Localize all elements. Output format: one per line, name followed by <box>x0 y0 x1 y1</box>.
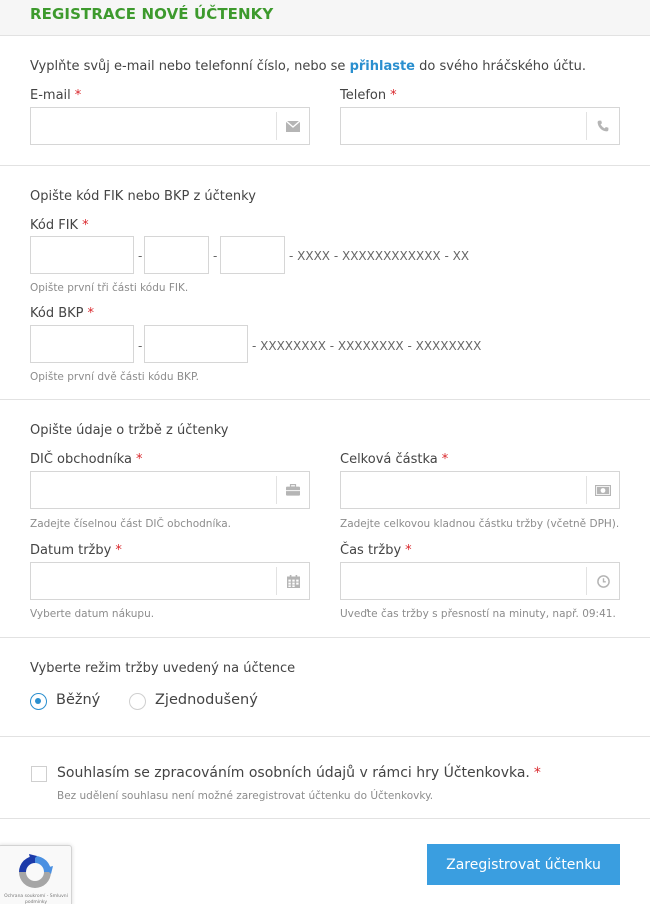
recaptcha-badge[interactable] <box>0 845 72 904</box>
consent-label[interactable] <box>57 765 541 781</box>
date-label <box>30 543 122 558</box>
fik-separator: - <box>213 249 218 263</box>
consent-hint: Bez udělení souhlasu není možné zaregistrovat účtenku do Účtenkovky. <box>57 790 434 802</box>
fik-label-text: Kód FIK <box>30 218 79 233</box>
clock-icon <box>597 575 610 588</box>
required-mark: * <box>533 765 541 781</box>
mode-radio-simplified[interactable] <box>129 693 146 710</box>
date-hint: Vyberte datum nákupu. <box>30 608 155 620</box>
mode-intro: Vyberte režim tržby uvedený na účtence <box>30 661 296 676</box>
fik-separator: - <box>138 249 143 263</box>
amount-addon <box>586 476 619 504</box>
contact-intro-text: Vyplňte svůj e-mail nebo telefonní číslo, nebo se <box>30 59 350 74</box>
consent-checkbox[interactable] <box>31 766 47 782</box>
page-title: REGISTRACE NOVÉ ÚČTENKY <box>30 5 274 23</box>
phone-label <box>340 88 397 103</box>
dic-hint: Zadejte číselnou část DIČ obchodníka. <box>30 518 232 530</box>
mode-radio-simplified-label[interactable]: Zjednodušený <box>155 692 258 708</box>
phone-label-text: Telefon <box>340 88 387 103</box>
email-label <box>30 88 81 103</box>
dic-field[interactable] <box>30 471 310 509</box>
section-divider <box>0 399 650 400</box>
bkp-hint: Opište první dvě části kódu BKP. <box>30 371 199 383</box>
section-divider <box>0 165 650 166</box>
banknote-icon <box>595 485 611 496</box>
code-intro: Opište kód FIK nebo BKP z účtenky <box>30 189 256 204</box>
bkp-separator: - <box>138 339 143 353</box>
fik-hint: Opište první tři části kódu FIK. <box>30 282 189 294</box>
bkp-part-1-input[interactable] <box>30 325 134 363</box>
email-addon <box>276 112 309 140</box>
submit-button[interactable]: Zaregistrovat účtenku <box>427 844 620 885</box>
calendar-icon <box>287 575 300 588</box>
briefcase-icon <box>286 484 300 496</box>
required-mark: * <box>87 306 94 321</box>
time-label <box>340 543 412 558</box>
fik-part-1-input[interactable] <box>30 236 134 274</box>
required-mark: * <box>74 88 82 103</box>
amount-label-text: Celková částka <box>340 452 438 467</box>
dic-label-text: DIČ obchodníka <box>30 452 132 467</box>
fik-pattern: - XXXX - XXXXXXXXXXXX - XX <box>289 249 470 263</box>
amount-field[interactable] <box>340 471 620 509</box>
mode-radio-standard[interactable] <box>30 693 47 710</box>
contact-intro-text-end: do svého hráčského účtu. <box>415 59 586 74</box>
bkp-pattern: - XXXXXXXX - XXXXXXXX - XXXXXXXX <box>252 339 482 353</box>
phone-addon <box>586 112 619 140</box>
required-mark: * <box>135 452 143 467</box>
phone-field[interactable] <box>340 107 620 145</box>
section-divider <box>0 818 650 819</box>
required-mark: * <box>115 543 122 558</box>
amount-hint: Zadejte celkovou kladnou částku tržby (včetně DPH). <box>340 518 620 530</box>
time-hint: Uveďte čas tržby s přesností na minuty, např. 09:41. <box>340 608 616 620</box>
email-label-text: E-mail <box>30 88 71 103</box>
time-addon <box>586 567 619 595</box>
date-field[interactable] <box>30 562 310 600</box>
time-label-text: Čas tržby <box>340 543 402 558</box>
envelope-icon <box>286 121 300 132</box>
email-field[interactable] <box>30 107 310 145</box>
required-mark: * <box>82 218 89 233</box>
sale-intro: Opište údaje o tržbě z účtenky <box>30 423 229 438</box>
amount-label <box>340 452 448 467</box>
mode-radio-standard-label[interactable]: Běžný <box>56 692 101 708</box>
required-mark: * <box>441 452 449 467</box>
required-mark: * <box>405 543 412 558</box>
fik-label <box>30 218 89 233</box>
bkp-label-text: Kód BKP <box>30 306 84 321</box>
recaptcha-logo-icon <box>15 852 55 892</box>
fik-part-3-input[interactable] <box>220 236 285 274</box>
bkp-label <box>30 306 94 321</box>
time-field[interactable] <box>340 562 620 600</box>
required-mark: * <box>390 88 397 103</box>
contact-intro <box>30 59 586 74</box>
date-addon <box>276 567 309 595</box>
recaptcha-privacy-terms[interactable]: Ochrana soukromí - Smluvní podmínky <box>4 894 68 904</box>
phone-icon <box>597 120 609 132</box>
section-divider <box>0 736 650 737</box>
dic-addon <box>276 476 309 504</box>
consent-label-text: Souhlasím se zpracováním osobních údajů v rámci hry Účtenkovka. <box>57 765 530 781</box>
login-link[interactable]: přihlaste <box>349 59 416 74</box>
form-header <box>0 0 650 36</box>
dic-label <box>30 452 142 467</box>
bkp-part-2-input[interactable] <box>144 325 248 363</box>
fik-part-2-input[interactable] <box>144 236 209 274</box>
date-label-text: Datum tržby <box>30 543 112 558</box>
section-divider <box>0 637 650 638</box>
